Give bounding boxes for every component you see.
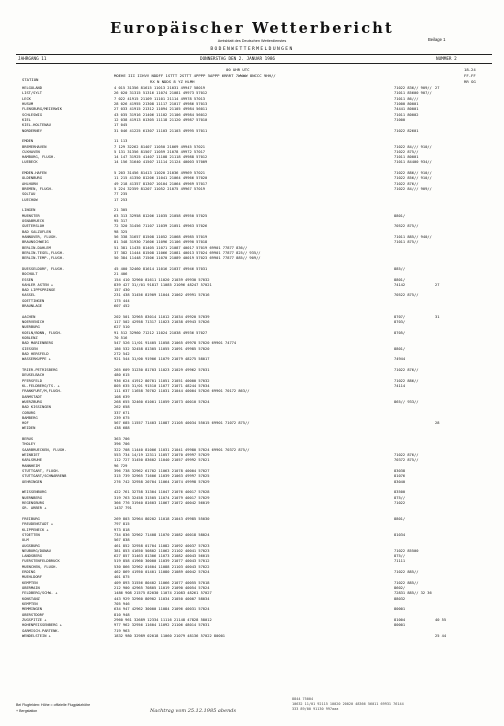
supplementary-groups: 71022 886// <box>394 378 419 383</box>
observation-groups: 553 734 14/19 12311 11057 21070 49997 57029 <box>114 453 210 458</box>
extra-values: 40 55 <box>435 618 447 622</box>
supplementary-groups: 71011 885// 940// <box>394 234 432 239</box>
observation-groups: 973 818 <box>114 527 130 532</box>
observation-groups: 112 727 31450 83602 11040 21057 49992 57021 <box>114 458 210 463</box>
observation-groups: 98 325 <box>114 229 128 234</box>
observation-groups: 567 838 <box>114 538 130 543</box>
supplementary-groups: 74441 80001 <box>394 107 419 112</box>
observation-groups: 239 675 <box>114 415 130 420</box>
station-name: KOELN/BONN, FLUGH. <box>22 330 62 335</box>
observation-groups: 26 020 31315 51316 11074 21081 49973 57012 <box>114 91 208 96</box>
supplementary-groups: 8801/ <box>394 346 406 351</box>
supplementary-groups: 71111 <box>394 559 406 564</box>
observation-groups: 810 948 <box>114 612 130 617</box>
supplementary-groups: 71022 885// <box>394 580 419 585</box>
supplementary-groups: 70522 875// <box>394 224 419 229</box>
station-name: WEINBIET <box>22 453 40 458</box>
observation-groups: 154 410 32960 81611 11020 21039 49930 57032 <box>114 277 210 282</box>
supplementary-groups: 71022 876// <box>394 367 419 372</box>
observation-groups: 627 510 <box>114 325 130 330</box>
station-name: TRIER-PETRISBERG <box>22 367 58 372</box>
observation-groups: 634 947 42962 30000 11084 21096 40031 57024 <box>114 607 210 612</box>
top-rule <box>16 54 492 55</box>
stamp-line-3: 333 89/00 91130 997aaa <box>292 707 339 711</box>
observation-groups: 63 313 32958 81206 11035 21058 49950 57025 <box>114 213 208 218</box>
observation-groups: 175 444 <box>114 298 130 303</box>
observation-groups: 322 708 11440 81006 11031 21041 49980 57024 69901 70372 875// <box>114 447 250 452</box>
station-name: LECK <box>22 96 31 101</box>
station-name: DUESSELDORF, FLUGH. <box>22 266 65 271</box>
supplementary-groups: 8602/ <box>394 586 406 591</box>
observation-groups: 212 900 42965 70805 11019 21090 40054 57024 <box>114 586 210 591</box>
observation-groups: 269 803 32964 80202 11018 21043 49985 55030 <box>114 516 210 521</box>
time-label: 00 UHR UTC <box>226 67 250 72</box>
station-name: MANNHEIM <box>22 463 40 468</box>
station-name: KARLSRUHE <box>22 458 42 463</box>
station-name: KAHLER ASTEN + <box>22 282 54 287</box>
observation-groups: 21 406 <box>114 272 128 277</box>
supplementary-groups: 80001 <box>394 607 406 612</box>
station-name: LINGEN <box>22 208 36 213</box>
supplementary-groups: 71000 <box>394 117 406 122</box>
observation-groups: 272 542 <box>114 352 130 356</box>
supplementary-groups: 72831 885// 32 36 <box>394 591 432 596</box>
observation-groups: 14 156 31640 41507 11114 21124 40003 57009 <box>114 160 208 165</box>
observation-groups: 12 038 41913 01305 11118 21120 49987 57010 <box>114 117 208 122</box>
observation-groups: 202 501 32965 83014 11012 21034 49920 57039 <box>114 314 210 319</box>
station-name: KOBLENZ <box>22 336 38 341</box>
station-name: KLIPPENECK + <box>22 527 49 532</box>
station-name: BAMBERG <box>22 415 38 420</box>
supplementary-groups: 74114 <box>394 383 406 388</box>
supplementary-groups: 71022 <box>394 500 406 505</box>
station-name: SCHLESWIG <box>22 112 42 117</box>
observation-groups: 366 776 31940 81603 11067 21072 40042 56019 <box>114 500 210 505</box>
observation-groups: 5 224 32359 81207 11052 21075 49967 57019 <box>114 187 206 192</box>
station-name: WENDELSTEIN + <box>22 633 51 638</box>
observation-groups: 705 946 <box>114 602 130 607</box>
supplementary-groups: 8703/ <box>394 320 406 325</box>
footnote-mountain: + Bergstation <box>16 709 38 713</box>
observation-groups: 839 427 31//01 91817 11085 21096 48247 57021 <box>114 282 212 287</box>
observation-groups: 51 381 11435 81405 11071 21087 40017 57019 69901 77877 836// <box>114 245 248 250</box>
observation-groups: 401 875 <box>114 575 130 580</box>
station-name: LUEBECK <box>22 160 38 165</box>
station-name: AHLHORN <box>22 181 38 186</box>
extra-values: 31 <box>435 314 440 319</box>
observation-groups: 17 253 <box>114 197 128 202</box>
observation-groups: 480 615 <box>114 373 130 378</box>
extra-values: 28 <box>435 421 440 426</box>
extra-header-3: RR GG <box>464 79 476 84</box>
observation-groups: 96 729 <box>114 463 128 468</box>
supplementary-groups: 71022 885// <box>394 570 419 575</box>
station-name: BAD LIPPSPRINGE <box>22 288 56 293</box>
extra-header-1: 18-24 <box>464 67 476 72</box>
supplementary-groups: 71022 84/// 910// <box>394 144 432 149</box>
observation-groups: 443 929 32960 80902 11034 21050 40007 58034 <box>114 596 210 601</box>
station-name: KEMPTEN <box>22 602 38 607</box>
station-name: GIESSEN <box>22 346 38 351</box>
header-rule <box>16 63 492 64</box>
supplementary-groups: 71011 86/// <box>394 96 419 101</box>
observation-groups: 77 235 <box>114 192 128 197</box>
observation-groups: 276 742 32958 20704 11064 21074 49998 57029 <box>114 479 210 484</box>
station-name: SOLTAU <box>22 192 36 197</box>
observation-groups: 461 852 32958 01704 11082 21092 40037 57023 <box>114 543 210 548</box>
station-name: NEUBURG/DONAU <box>22 548 51 553</box>
observation-groups: 462 869 41950 01401 11080 21089 40042 57024 <box>114 570 210 575</box>
station-name: BERLIN-TEGEL,FLUGH. <box>22 250 65 255</box>
supplementary-groups: 71022 836// 909// <box>394 86 432 90</box>
observation-groups: 1486 908 21575 82030 11074 21083 48261 57027 <box>114 591 212 596</box>
page-title: Europäischer Wetterbericht <box>110 20 394 37</box>
station-name: NOERVENICH <box>22 320 45 325</box>
supplementary-groups: 8801/ <box>394 516 406 521</box>
station-name: MUENSTER <box>22 213 40 218</box>
station-name: BOCHOLT <box>22 272 38 277</box>
observation-groups: 1832 980 32989 02018 11060 21079 48136 57022 80001 <box>114 633 226 638</box>
station-name: PFERSFELD <box>22 378 42 383</box>
station-name: OBERSTDORF <box>22 612 45 617</box>
supplementary-groups: 80001 <box>394 623 406 628</box>
observation-groups: 186 532 32458 81305 11055 21091 49985 57020 <box>114 346 210 351</box>
supplementary-groups: 83038 <box>394 469 406 474</box>
station-name: STOETTEN <box>22 532 40 537</box>
footnote-airfield: Bei Flugfelden: Höhe = offizielle Flugplatzhöhe <box>16 703 91 707</box>
supplementary-groups: 71022 85500 <box>394 548 419 553</box>
station-name: BAD MARIENBERG <box>22 341 54 346</box>
station-name: BRAUNSCHWEIG <box>22 240 49 245</box>
station-name: BREMERHAVEN <box>22 144 47 149</box>
station-name: KIEL <box>22 117 31 122</box>
station-name: GARMISCH-PARTENK. <box>22 628 60 633</box>
observation-groups: 157 430 <box>114 288 130 293</box>
supplementary-groups: 71011 80001 <box>394 155 419 160</box>
supplementary-groups: 885// <box>394 266 406 271</box>
observation-groups: 607 452 <box>114 304 130 309</box>
observation-groups: 17 045 <box>114 123 128 128</box>
station-name: LIST/SYLT <box>22 91 42 96</box>
observation-groups: 27 033 41915 21312 11094 21105 49984 56011 <box>114 107 208 112</box>
supplementary-groups: 81076 <box>394 474 406 479</box>
station-name: ULM <box>22 538 29 543</box>
station-name: AUGSBURG <box>22 543 40 548</box>
supplementary-groups: 71022 84/// 909// <box>394 187 432 192</box>
table-row <box>0 634 504 639</box>
observation-groups: 921 544 31/00 91906 11079 21079 48275 58017 <box>114 357 210 362</box>
supplementary-groups: 8707/ <box>394 314 406 319</box>
supplementary-groups: 81004 <box>394 618 406 622</box>
station-name: FRANKFURT/M,FLUGH. <box>22 389 62 394</box>
observation-groups: 337 671 <box>114 410 130 415</box>
station-name: NUERBURG <box>22 325 40 330</box>
observation-groups: 111 637 11658 70702 11031 21044 40004 57026 69901 70172 863// <box>114 389 250 394</box>
supplementary-groups: 88032 <box>394 596 406 601</box>
observation-groups: 70 516 <box>114 336 128 341</box>
observation-groups: 734 836 32962 71408 11070 21082 40018 58024 <box>114 532 210 537</box>
observation-groups: 37 382 11444 81508 11066 21081 40013 57024 69901 77877 825// 935// <box>114 250 261 255</box>
observation-groups: 265 609 31230 81703 11023 21029 49962 57031 <box>114 367 210 372</box>
station-name: BAD SALZUFLEN <box>22 229 51 234</box>
station-name: FELDBERG/SCHW. + <box>22 591 58 596</box>
station-name: NUERNBERG <box>22 495 42 500</box>
issue-number: NUMMER 2 <box>436 57 457 62</box>
observation-groups: 11 113 <box>114 139 128 144</box>
observation-groups: 31 046 41225 61307 11103 21103 49995 57011 <box>114 128 208 133</box>
station-name: COBURG <box>22 410 36 415</box>
station-name: WUERZBURG <box>22 399 42 404</box>
observation-groups: 21 305 <box>114 208 128 213</box>
supplementary-groups: 71011 84400 934// <box>394 160 432 165</box>
supplementary-groups: 8705/ <box>394 330 406 335</box>
station-name: MUEHLDORF <box>22 575 42 580</box>
supplementary-groups: 74944 <box>394 357 406 362</box>
groups-header-2: RX N NDDS 8 YZ HLMH <box>150 79 195 84</box>
station-name: OSNABRUECK <box>22 219 45 223</box>
station-name: FLENSBURG/MEIERWIK <box>22 107 62 112</box>
station-name: FUERSTENFELDBRUCK <box>22 559 60 564</box>
observation-groups: 7 129 32262 81407 11050 21069 49945 57021 <box>114 144 206 149</box>
observation-groups: 5 131 31356 81507 11059 21078 49972 57017 <box>114 149 206 154</box>
station-name: OLDENBURG <box>22 176 42 181</box>
supplementary-groups: 74142 <box>394 282 406 287</box>
observation-groups: 108 639 <box>114 394 130 399</box>
station-name: BREMEN, FLUGH. <box>22 187 54 192</box>
station-name: BAD KISSINGEN <box>22 405 51 410</box>
supplementary-groups: 70522 875// <box>394 293 419 298</box>
supplement-label: Beilage 1 <box>428 37 446 42</box>
observation-groups: 11 215 41350 81206 11041 21064 49966 57020 <box>114 176 208 181</box>
observation-groups: 49 218 41357 81307 10104 21064 49969 57017 <box>114 181 208 186</box>
station-name: STUTTGART, FLUGH. <box>22 469 60 474</box>
supplementary-groups: 71022 856// 910// <box>394 176 432 181</box>
supplementary-groups: 70372 875// <box>394 458 419 463</box>
observation-groups: 519 858 41960 30000 11039 21077 40043 57012 <box>114 559 210 564</box>
observation-groups: 977 962 32956 11604 11092 21106 48014 57031 <box>114 623 210 628</box>
extra-header-2: FF-FF <box>464 73 476 78</box>
station-name: GR. ARBER + <box>22 506 47 511</box>
observation-groups: 231 438 31456 81909 11044 21062 49991 57016 <box>114 293 210 298</box>
jahrgang-label: JAHRGANG 11 <box>18 57 47 62</box>
date-label: DONNERSTAG DEN 2. JANUAR 1986 <box>200 57 276 62</box>
observation-groups: 2960 961 32689 12334 11116 21148 47828 58012 <box>114 618 212 622</box>
station-name: HELGOLAND <box>22 86 42 90</box>
station-name: REGENSBURG <box>22 500 45 505</box>
observation-groups: 28 026 41955 21308 11117 21017 49986 57013 <box>114 101 208 106</box>
observation-groups: 14 147 31925 41407 11108 21118 49988 57012 <box>114 155 208 160</box>
handwritten-note: Nachtrag vom 25.12.1985 abends <box>150 708 237 714</box>
station-name: WEIDEN <box>22 426 36 431</box>
station-name: DEUSELBACH <box>22 373 45 378</box>
supplementary-groups: 71000 80001 <box>394 101 419 106</box>
station-name: EMDEN-HAFEN <box>22 171 47 176</box>
observation-groups: 72 320 31456 71107 11039 21051 49963 57026 <box>114 224 208 229</box>
observation-groups: 81 348 31930 71606 11096 21106 49990 57018 <box>114 240 208 245</box>
station-name: ERDING <box>22 570 36 575</box>
observation-groups: 805 635 31/01 91510 11077 21071 48244 57034 <box>114 383 210 388</box>
station-name: NORDERNEY <box>22 128 42 133</box>
observation-groups: 547 526 11/01 91405 11058 21065 49978 57020 69901 74774 <box>114 341 237 346</box>
observation-groups: 719 963 <box>114 628 130 633</box>
station-name: BERLIN-DAHLEM <box>22 245 51 250</box>
observation-groups: 262 658 <box>114 405 130 410</box>
station-name: OEHRINGEN <box>22 479 42 484</box>
groups-header-1: MOEHE III IIHVV NDDFF 1STTT 2STTT 4PPPP 5APPP 6RRRT 7WWWW 8NCCC 9HH// <box>114 73 276 78</box>
station-name: GUETERSLOH <box>22 224 45 229</box>
station-name: OBERMAIN <box>22 586 40 591</box>
observation-groups: 56 338 31657 81508 11052 21068 49985 57019 <box>114 234 208 239</box>
observation-groups: 363 706 <box>114 437 130 442</box>
supplementary-groups: 71022 82601 <box>394 128 419 133</box>
observation-groups: 45 400 32460 81614 11016 21037 49946 57031 <box>114 266 208 271</box>
station-name: STUTTGART/SCHNARRENB <box>22 474 67 479</box>
supplementary-groups: 71022 876// <box>394 453 419 458</box>
supplementary-groups: 865// 933// <box>394 399 419 404</box>
station-name: ESSEN <box>22 277 34 282</box>
station-name: BERUS <box>22 437 34 442</box>
supplementary-groups: 83040 <box>394 479 406 484</box>
extra-values: 27 <box>435 86 440 90</box>
supplementary-groups: 875// <box>394 495 406 500</box>
station-name: LANDSBERG <box>22 554 42 559</box>
observation-groups: 319 763 32458 31505 11074 21079 40017 57029 <box>114 495 210 500</box>
station-name: LUECHOW <box>22 197 38 202</box>
observation-groups: 4 015 31356 81615 11013 21031 49947 58019 <box>114 86 206 90</box>
station-name: FREIBURG <box>22 516 40 521</box>
supplementary-groups: 71011 875// <box>394 240 419 245</box>
station-name: KIEL-HOLTENAU <box>22 123 51 128</box>
observation-groups: 627 857 31463 81306 11073 21082 40043 56015 <box>114 554 210 559</box>
observation-groups: 936 624 41912 80701 11051 21051 40000 57032 <box>114 378 210 383</box>
observation-groups: 315 739 32965 71606 11039 21063 49997 57025 <box>114 474 210 479</box>
observation-groups: 43 035 31916 21406 11102 21106 49984 56012 <box>114 112 208 117</box>
station-name: BERLIN-TEMP.,FLUGH. <box>22 256 65 261</box>
station-name: KONSTANZ <box>22 596 40 601</box>
page-subtitle: Amtsblatt des Deutschen Wetterdienstes <box>217 39 287 43</box>
observation-groups: 381 853 41650 50802 11062 21102 40041 57023 <box>114 548 210 553</box>
station-name: ZUGSPITZE + <box>22 618 47 622</box>
station-name: WASSERKUPPE + <box>22 357 51 362</box>
observation-groups: 268 655 32460 61001 11059 21073 40010 57024 <box>114 399 210 404</box>
station-name: MUENCHEN, FLUGH. <box>22 564 58 569</box>
supplementary-groups: 71022 886// 910// <box>394 171 432 176</box>
station-name: BAD HERSFELD <box>22 352 49 356</box>
stamp-line-2: 10632 11/01 92115 10020 20020 48366 56011 69931 76144 <box>292 702 404 706</box>
supplementary-groups: 8801/ <box>394 277 406 282</box>
observation-groups: 91 512 32960 71212 11024 21038 49936 57027 <box>114 330 208 335</box>
section-title: BODENWETTERMELDUNGEN <box>210 47 294 52</box>
station-column-header: STATION <box>22 77 39 82</box>
station-name: HAMBURG, FLUGH. <box>22 155 56 160</box>
station-name: AACHEN <box>22 314 36 319</box>
station-name: CUXHAVEN <box>22 149 40 154</box>
observation-groups: 1437 791 <box>114 506 132 511</box>
observation-groups: 438 688 <box>114 426 130 431</box>
observation-groups: 50 384 11448 71506 11070 21089 40019 57023 69901 77877 885// 909// <box>114 256 261 261</box>
station-name: THOLEY <box>22 442 36 447</box>
stamp-line-1: 8844 75004 <box>292 697 314 701</box>
station-name: HOF <box>22 421 29 426</box>
supplementary-groups: 875// <box>394 554 406 559</box>
station-name: KL.FELDBERG/TS. + <box>22 383 60 388</box>
station-name: EMDEN <box>22 139 34 144</box>
station-name: KASSEL <box>22 293 36 298</box>
station-name: MEMMINGEN <box>22 607 42 612</box>
station-name: KEMPTEN <box>22 580 38 585</box>
observation-groups: 95 317 <box>114 219 128 223</box>
supplementary-groups: 71011 85600 907// <box>394 91 432 96</box>
extra-values: 25 44 <box>435 633 447 638</box>
supplementary-groups: 8801/ <box>394 213 406 218</box>
station-name: HUSUM <box>22 101 34 106</box>
supplementary-groups: 71011 80002 <box>394 112 419 117</box>
supplementary-groups: 71022 875// <box>394 149 419 154</box>
observation-groups: 396 738 32962 61702 11063 21078 40004 57027 <box>114 469 210 474</box>
station-name: BRAUNLAGE <box>22 304 42 309</box>
observation-groups: 797 815 <box>114 522 130 527</box>
supplementary-groups: 71022 876// <box>394 181 419 186</box>
observation-groups: 530 866 32962 01604 11088 21103 40043 57022 <box>114 564 210 569</box>
observation-groups: 7 022 41915 21109 11101 21114 49978 57013 <box>114 96 206 101</box>
station-name: HOHENPEISSENBERG + <box>22 623 62 628</box>
observation-groups: 567 685 11557 71403 11087 21105 40034 55015 69901 71072 875// <box>114 421 250 426</box>
observation-groups: 5 203 31456 81413 11020 21036 49969 57021 <box>114 171 206 176</box>
observation-groups: 396 706 <box>114 442 130 447</box>
station-name: GOETTINGEN <box>22 298 45 303</box>
station-name: FREUDENSTADT + <box>22 522 54 527</box>
observation-groups: 117 502 42958 71317 11023 21038 49943 57026 <box>114 320 210 325</box>
supplementary-groups: 81034 <box>394 532 406 537</box>
extra-values: 27 <box>435 282 440 287</box>
supplementary-groups: 83500 <box>394 490 406 495</box>
observation-groups: 422 761 32758 31304 11047 21076 40017 57028 <box>114 490 210 495</box>
station-name: DARMSTADT <box>22 394 42 399</box>
observation-groups: 409 893 31556 80402 11066 21077 40055 57018 <box>114 580 210 585</box>
station-name: WEISSENBURG <box>22 490 47 495</box>
station-name: HANNOVER, FLUGH. <box>22 234 58 239</box>
station-name: SAARBRUECKEN, FLUGH. <box>22 447 67 452</box>
